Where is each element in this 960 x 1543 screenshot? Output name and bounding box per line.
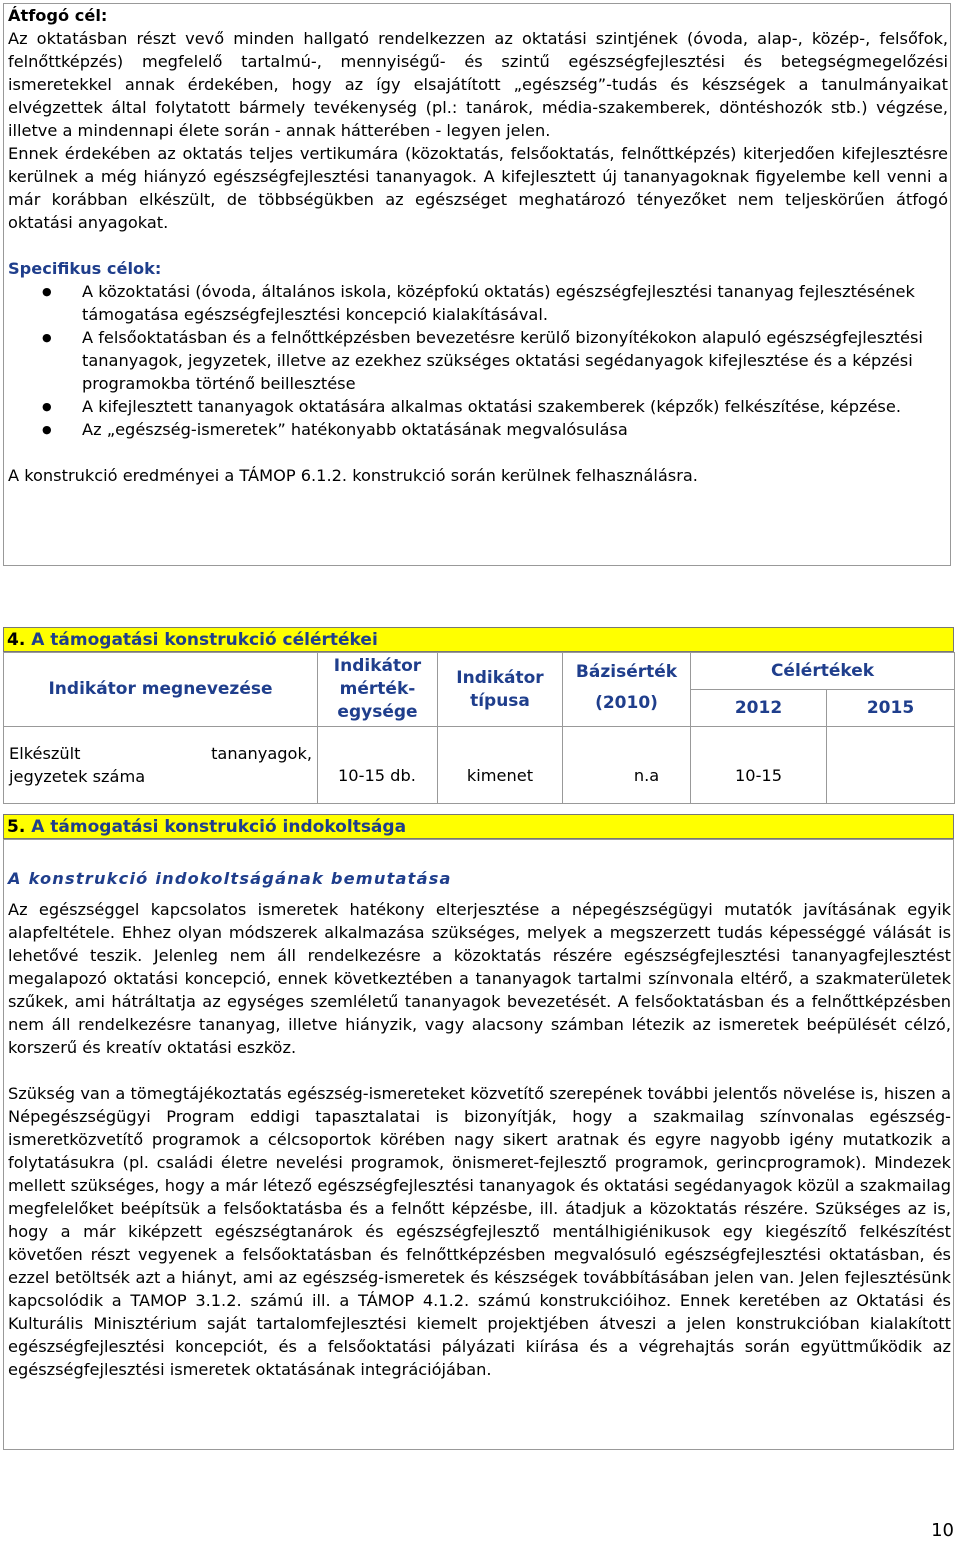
header-base-year: (2010) [595,692,658,713]
list-item: ● A felsőoktatásban és a felnőttképzésben bevezetésre kerülő bizonyítékokon alapuló egészségfejlesztési tananyagok, jegyzetek, illetve az ezekhez szükséges oktatási segédanyagok kifejlesztése és a képzési programokba történő beillesztése [8,326,948,395]
section-5-number: 5. [7,817,26,837]
cell-target-2015 [827,727,955,804]
overall-goal-paragraph-1: Az oktatásban részt vevő minden hallgató rendelkezzen az oktatási szintjének (óvoda, alap-, közép-, felsőfok, felnőttképzés) megfelelő tartalmú-, mennyiségű- és szintű egészségfejlesztési és betegségmegelőzési ismeretekkel annak érdekében, hogy az így elsajátított „egészség”-tudás és készségek a tanulmányaikat elvégzettek által folytatott bármely tevékenység (pl.: tanárok, média-szakemberek, döntéshozók stb.) végzése, illetve a mindennapi élete során - annak hátterében - legyen jelen. [8,29,948,140]
specific-goals-list [8,280,948,441]
list-item: ● A kifejlesztett tananyagok oktatására alkalmas oktatási szakemberek (képzők) felkészítése, képzése. [8,395,948,418]
section-4-number: 4. [7,630,26,650]
cell-indicator-unit: 10-15 db. [318,727,438,804]
list-item: ● Az „egészség-ismeretek” hatékonyabb oktatásának megvalósulása [8,418,948,441]
header-indicator-type: Indikátor típusa [438,653,563,727]
overall-goal-paragraph-2: Ennek érdekében az oktatás teljes vertikumára (közoktatás, felsőoktatás, felnőttképzés) kiterjedően kifejlesztésre kerülnek a még hiányzó egészségfejlesztési tananyagok. A kifejlesztett új tananyagoknak figyelembe kell venni a már korábban elkészült, de többségükben az egészséget meghatározó tényezőket nem teljeskörűen átfogó oktatási anyagokat. [8,144,948,232]
overall-goal-title: Átfogó cél: [8,6,108,25]
list-item: ● A közoktatási (óvoda, általános iskola, középfokú oktatás) egészségfejlesztési tananyag fejlesztésének támogatása egészségfejlesztési koncepció kialakításával. [8,280,948,326]
section-4-header [3,627,954,652]
indicator-name-line-2: jegyzetek száma [9,767,146,786]
cell-target-2012: 10-15 [691,727,827,804]
header-base-label: Bázisérték [575,661,678,682]
header-base-value [563,653,691,727]
results-note: A konstrukció eredményei a TÁMOP 6.1.2. konstrukció során kerülnek felhasználásra. [8,466,698,485]
indicator-table [3,652,955,804]
section-4-title: A támogatási konstrukció célértékei [31,630,378,650]
page-number: 10 [931,1520,954,1541]
indicator-name-line-1: Elkészült tananyagok, [9,744,312,763]
goals-box [3,3,951,566]
header-year-2012: 2012 [691,690,827,727]
section-5-body [3,839,954,1450]
header-year-2015: 2015 [827,690,955,727]
section-5-header [3,814,954,839]
cell-base-value: n.a [563,727,691,804]
specific-goals-title: Specifikus célok: [8,259,162,278]
section-5-title: A támogatási konstrukció indokoltsága [31,817,407,837]
section-5-subtitle: A konstrukció indokoltságának bemutatása [8,869,452,888]
header-indicator-name: Indikátor megnevezése [4,653,318,727]
header-indicator-unit: Indikátor mérték-egysége [318,653,438,727]
cell-indicator-name [4,727,318,804]
section-5-paragraph-2: Szükség van a tömegtájékoztatás egészség-ismereteket közvetítő szerepének további jelentős növelése is, hiszen a Népegészségügyi Program eddigi tapasztalatai is bizonyítják, hogy a szakmailag színvonalas egészség-ismeretközvetítő programok a célcsoportok körében nagy sikert aratnak és egyre nagyobb igény mutatkozik a folytatásukra (pl. családi életre nevelési programok, önismeret-fejlesztő programok, gerincprogramok). Mindezek mellett szükséges, hogy a már létező egészségfejlesztési tananyagok és oktatási segédanyagok közül a szakmailag megfelelőket beépítsük a felsőoktatásba és a felnőtt képzésbe, ill. átadjuk a közoktatás részére. Szükséges az is, hogy a már kiképzett egészségtanárok és egészségfejlesztő mentálhigiénikusok egy kiegészítő felkészítést követően részt vegyenek a felsőoktatásban és felnőttképzésben megvalósuló egészségfejlesztési oktatásban, és ezzel betöltsék azt a hiányt, ami az egészség-ismeretek és készségek továbbításában jelen van. Jelen fejlesztésünk kapcsolódik a TAMOP 3.1.2. számú ill. a TÁMOP 4.1.2. számú konstrukcióihoz. Ennek keretében az Oktatási és Kulturális Minisztérium saját tartalomfejlesztési kiemelt projektjében átveszi a jelen konstrukcióban kialakított egészségfejlesztési koncepciót, és a felsőoktatási pályázati kiírása és a végrehajtás során együttműködik az egészségfejlesztési ismeretek oktatásának integrációjában. [8,1084,951,1379]
section-5-paragraph-1: Az egészséggel kapcsolatos ismeretek hatékony elterjesztése a népegészségügyi mutatók javításának egyik alapfeltétele. Ehhez olyan módszerek alkalmazása szükséges, melyek a megszerzett tudás képességgé válását is lehetővé teszik. Jelenleg nem áll rendelkezésre a közoktatás részére egészségfejlesztési tananyagfejlesztést megalapozó oktatási koncepció, ennek következtében a tananyagok tartalmi színvonala eltérő, a szakmaterületek szűkek, ami hátráltatja az egységes szemléletű tananyagok bevezetését. A felsőoktatásban és a felnőttképzésben nem áll rendelkezésre tananyag, illetve hiányzik, vagy alacsony számban létezik az ismeretek beépülését célzó, korszerű és kreatív oktatási eszköz. [8,900,951,1057]
header-target-values: Célértékek [691,653,955,690]
table-row [4,727,955,804]
cell-indicator-type: kimenet [438,727,563,804]
